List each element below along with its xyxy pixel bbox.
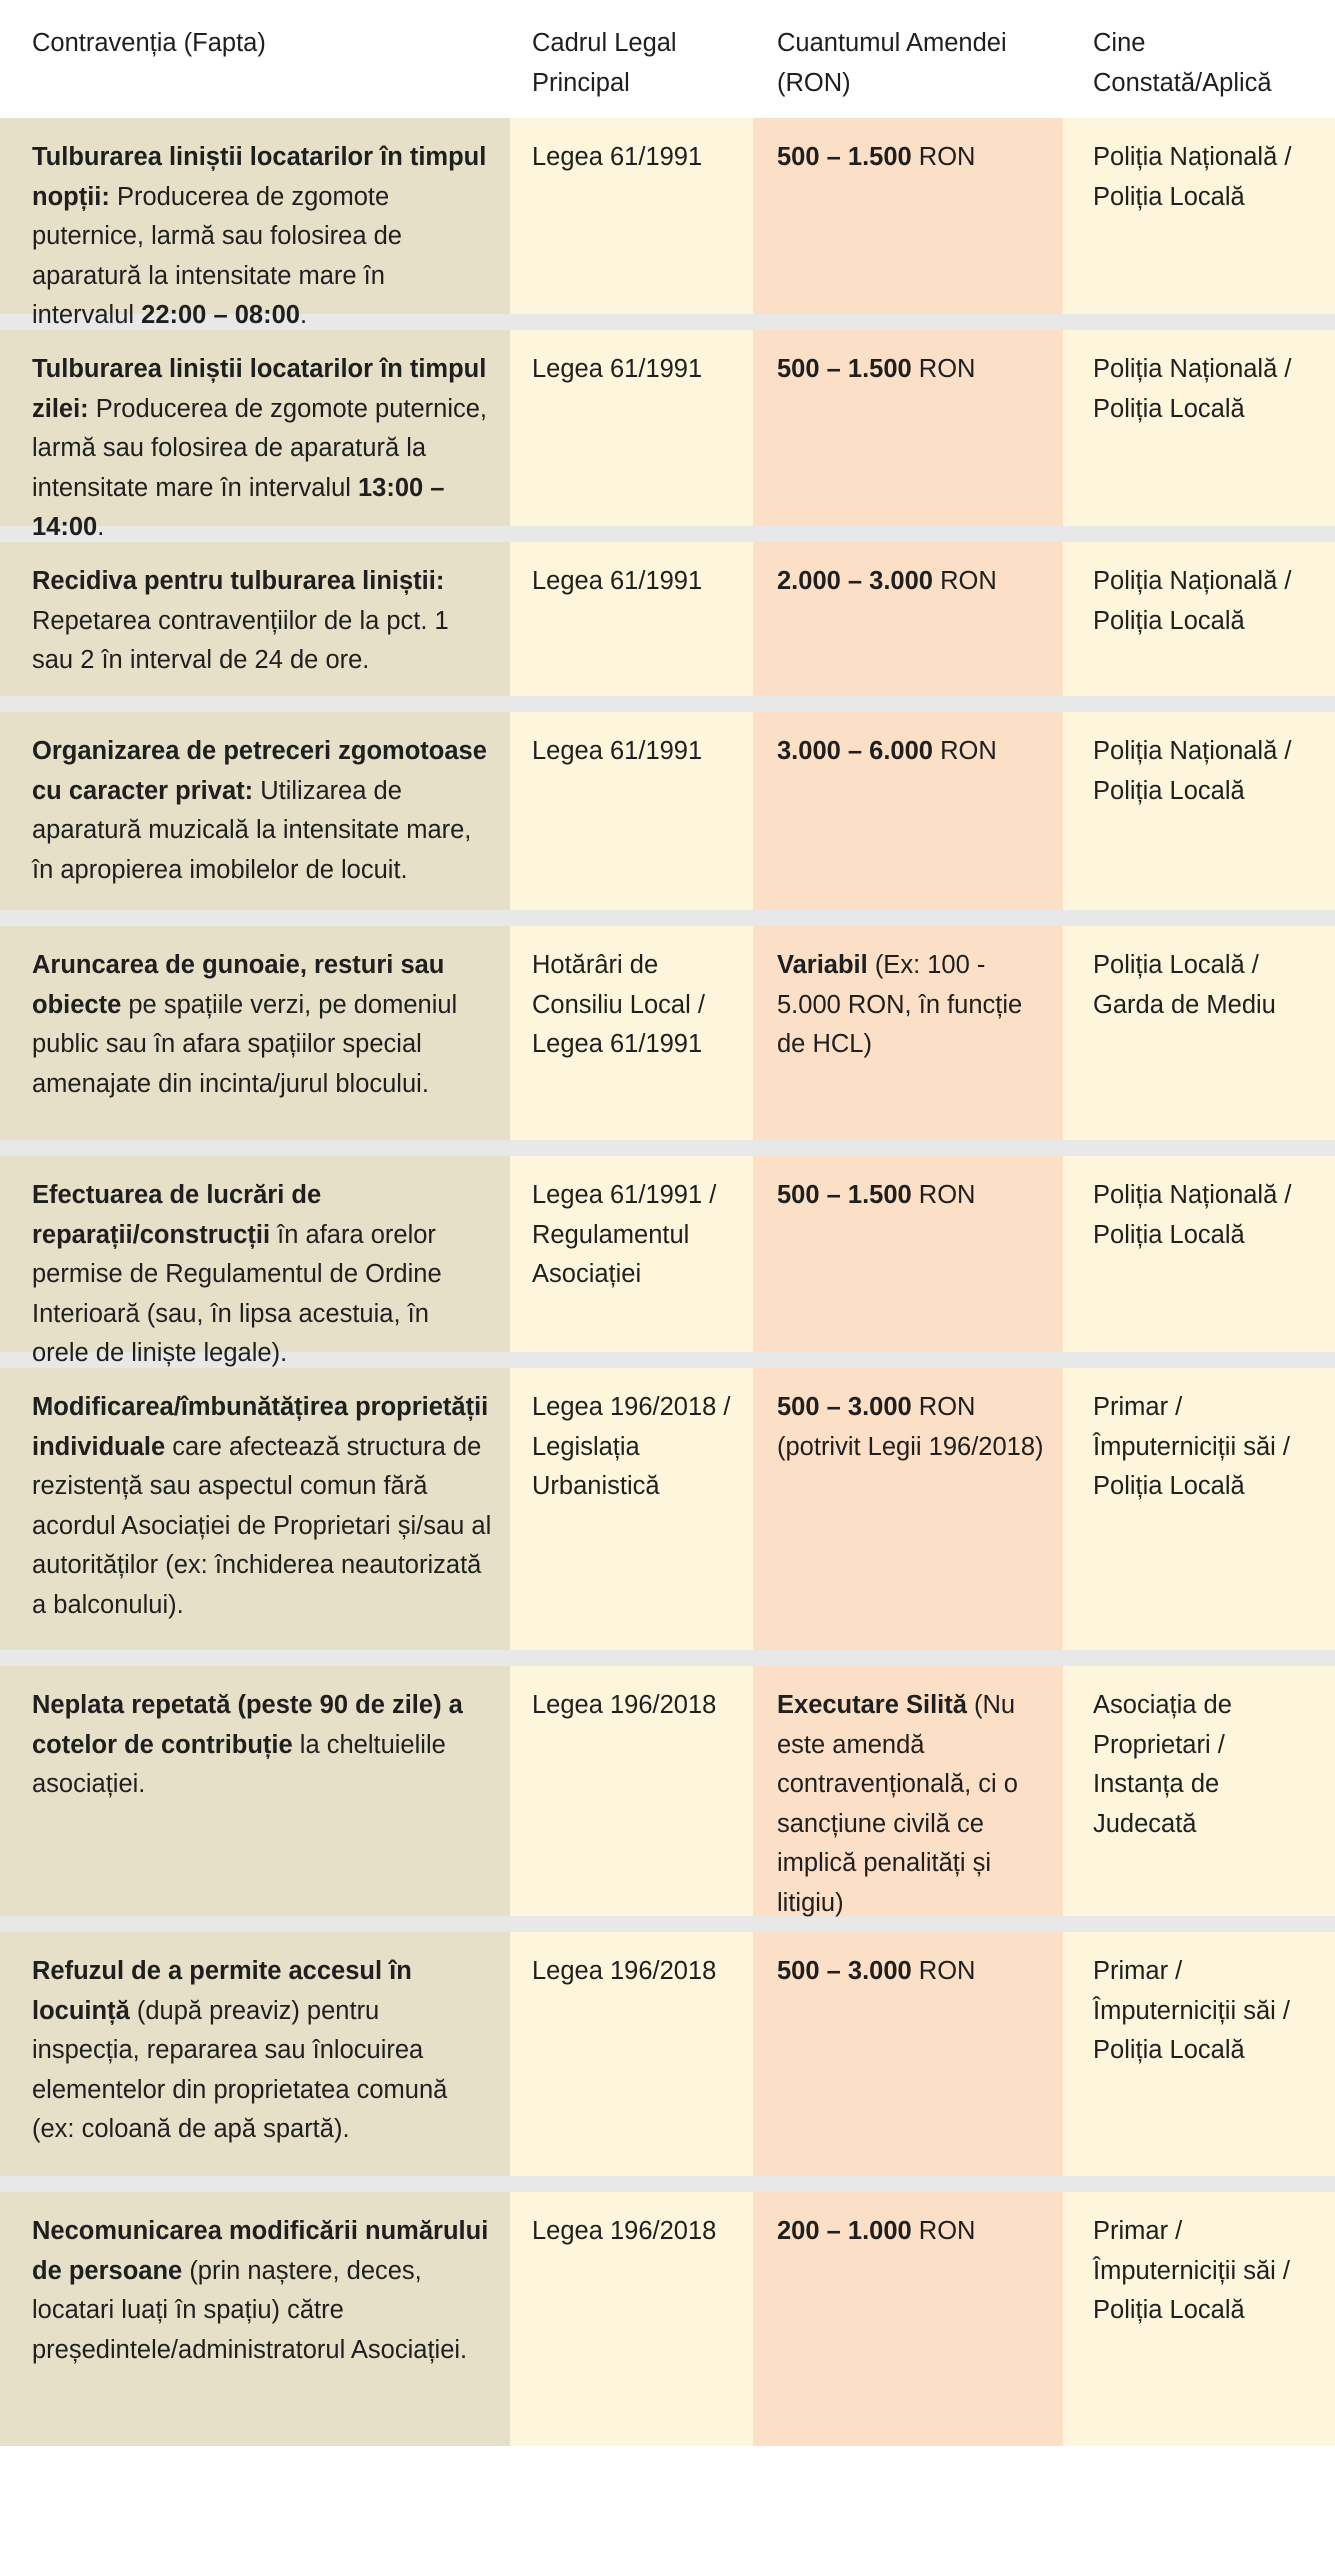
fapta-bold: 22:00 – 08:00 [141,301,300,330]
fapta-text: la cheltuielile asociației. [32,1730,446,1799]
table-row [0,314,1335,542]
cell-amenda [753,1156,1063,1352]
cell-cadru-legal: Legea 61/1991 [510,118,753,314]
amenda-bold: 3.000 – 6.000 [777,737,933,765]
table-row [0,696,1335,910]
cell-cine-aplica: Poliția Națională / Poliția Locală [1063,542,1335,696]
amenda-text: RON [911,143,976,171]
cell-cine-aplica: Asociația de Proprietari / Instanța de Judecată [1063,1666,1335,1916]
amenda-bold: 500 – 1.500 [777,355,912,383]
cell-amenda [753,1368,1063,1650]
cell-amenda [753,712,1063,910]
amenda-text: RON [911,2217,976,2245]
amenda-bold: 500 – 3.000 [777,1393,912,1421]
fapta-text: . [299,301,308,330]
cell-cadru-legal: Legea 61/1991 [510,330,753,526]
cell-cine-aplica: Poliția Națională / Poliția Locală [1063,1156,1335,1352]
fapta-bold: Neplata repetată (peste 90 de zile) a cotelor de contribuție [32,1691,463,1759]
cell-fapta [0,330,510,542]
cell-cadru-legal: Legea 61/1991 [510,542,753,696]
amenda-bold: Executare Silită [777,1691,967,1719]
table-header [0,0,1335,118]
cell-amenda [753,2192,1063,2446]
fapta-text: Producerea de zgomote puternice, larmă sau folosirea de aparatură la intensitate mare în intervalul [32,182,402,330]
fapta-bold: Aruncarea de gunoaie, resturi sau obiecte [32,951,445,1019]
fapta-bold: 13:00 – 14:00 [32,473,445,542]
cell-fapta [0,542,510,696]
cell-fapta [0,118,510,330]
amenda-text: RON [911,1957,976,1985]
cell-amenda [753,1932,1063,2176]
cell-cine-aplica: Poliția Națională / Poliția Locală [1063,712,1335,910]
cell-fapta [0,1932,510,2176]
cell-fapta [0,1156,510,1368]
cell-fapta [0,1368,510,1650]
table-row [0,1352,1335,1650]
cell-cadru-legal: Legea 61/1991 / Regulamentul Asociației [510,1156,753,1352]
cell-cine-aplica: Primar / Împuterniciții săi / Poliția Locală [1063,1368,1335,1650]
cell-amenda [753,1666,1063,1916]
table-row [0,1916,1335,2176]
amenda-bold: 500 – 1.500 [777,143,912,171]
fapta-bold: Organizarea de petreceri zgomotoase cu caracter privat: [32,737,487,805]
cell-fapta [0,1666,510,1916]
fapta-text: (prin naștere, deces, locatari luați în spațiu) către președintele/administratorul Asociației. [32,2256,468,2364]
table-row [0,118,1335,330]
cell-cadru-legal: Legea 196/2018 [510,2192,753,2446]
cell-amenda [753,542,1063,696]
cell-cadru-legal: Legea 196/2018 [510,1666,753,1916]
header-cine-constata: Cine Constată/Aplică [1063,0,1335,118]
fapta-text: Producerea de zgomote puternice, larmă sau folosirea de aparatură la intensitate mare în intervalul [32,394,488,502]
cell-cadru-legal: Legea 196/2018 / Legislația Urbanistică [510,1368,753,1650]
amenda-text: RON (potrivit Legii 196/2018) [777,1393,1044,1461]
cell-cadru-legal: Legea 61/1991 [510,712,753,910]
cell-amenda [753,118,1063,314]
amenda-text: RON [911,1181,976,1209]
cell-cine-aplica: Primar / Împuterniciții săi / Poliția Locală [1063,2192,1335,2446]
fapta-text: (după preaviz) pentru inspecția, repararea sau înlocuirea elementelor din proprietatea comună (ex: coloană de apă spartă). [32,1996,448,2144]
fapta-bold: Necomunicarea modificării numărului de persoane [32,2217,489,2285]
table-row [0,526,1335,696]
fapta-text: care afectează structura de rezistență sau aspectul comun fără acordul Asociației de Proprietari și/sau al autorităților (ex: închiderea neautorizată a balconului). [32,1432,492,1619]
amenda-bold: 500 – 3.000 [777,1957,912,1985]
table-row [0,1140,1335,1368]
fapta-text: . [97,513,105,542]
cell-cine-aplica: Poliția Națională / Poliția Locală [1063,330,1335,526]
cell-cadru-legal: Hotărâri de Consiliu Local / Legea 61/1991 [510,926,753,1140]
header-cuantum-amenda: Cuantumul Amendei (RON) [753,0,1063,118]
fapta-text: Repetarea contravențiilor de la pct. 1 sau 2 în interval de 24 de ore. [32,606,449,675]
header-fapta: Contravenția (Fapta) [0,0,510,118]
amenda-text: (Ex: 100 - 5.000 RON, în funcție de HCL) [777,951,1023,1059]
table-body [0,118,1335,2446]
cell-fapta [0,712,510,910]
fapta-bold: Recidiva pentru tulburarea liniștii: [32,567,445,595]
cell-fapta [0,2192,510,2446]
amenda-bold: Variabil [777,951,868,979]
table-row [0,1650,1335,1916]
amenda-bold: 500 – 1.500 [777,1181,912,1209]
amenda-text: RON [911,355,976,383]
header-cadru-legal: Cadrul Legal Principal [510,0,753,118]
amenda-bold: 200 – 1.000 [777,2217,912,2245]
cell-cadru-legal: Legea 196/2018 [510,1932,753,2176]
amenda-text: (Nu este amendă contravențională, ci o sancțiune civilă ce implică penalități și litigiu) [777,1691,1018,1917]
fapta-bold: Efectuarea de lucrări de reparații/construcții [32,1181,322,1249]
fapta-text: pe spațiile verzi, pe domeniul public sau în afara spațiilor special amenajate din incinta/jurul blocului. [32,990,458,1098]
amenda-text: RON [932,567,997,595]
fapta-bold: Tulburarea liniștii locatarilor în timpul zilei: [32,355,487,423]
amenda-text: RON [932,737,997,765]
cell-cine-aplica: Primar / Împuterniciții săi / Poliția Locală [1063,1932,1335,2176]
fapta-bold: Modificarea/îmbunătățirea proprietății individuale [32,1393,489,1461]
amenda-bold: 2.000 – 3.000 [777,567,933,595]
table-row [0,910,1335,1140]
fapta-bold: Tulburarea liniștii locatarilor în timpul nopții: [32,143,487,211]
table-row [0,2176,1335,2446]
cell-amenda [753,926,1063,1140]
fapta-text: Utilizarea de aparatură muzicală la intensitate mare, în apropierea imobilelor de locuit. [32,776,472,884]
cell-amenda [753,330,1063,526]
fapta-text: în afara orelor permise de Regulamentul de Ordine Interioară (sau, în lipsa acestuia, în orele de liniște legale). [32,1220,442,1368]
cell-cine-aplica: Poliția Națională / Poliția Locală [1063,118,1335,314]
fapta-bold: Refuzul de a permite accesul în locuință [32,1957,412,2025]
cell-cine-aplica: Poliția Locală / Garda de Mediu [1063,926,1335,1140]
cell-fapta [0,926,510,1140]
